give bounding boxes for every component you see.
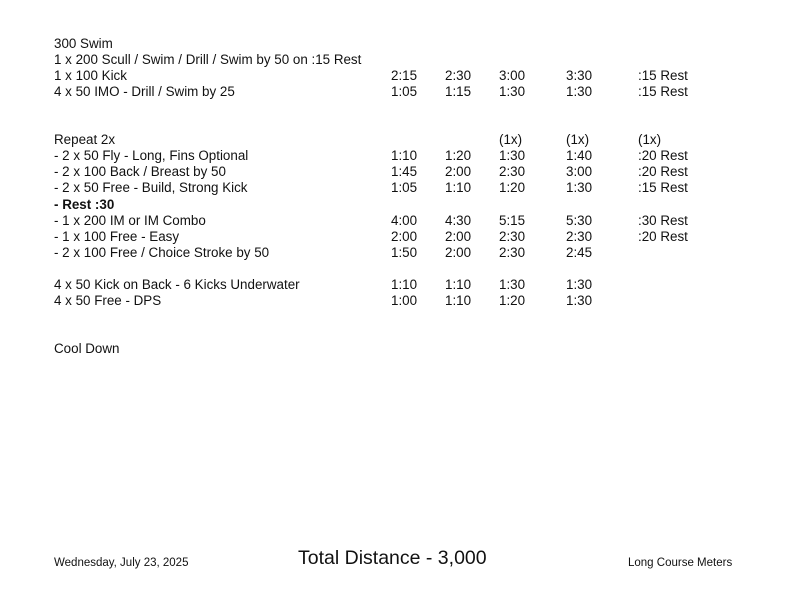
- workout-date: Wednesday, July 23, 2025: [54, 557, 189, 569]
- interval-1: 2:15: [391, 68, 418, 83]
- column-header-rest: (1x): [638, 132, 662, 147]
- workout-row: [54, 68, 754, 84]
- interval-2: 2:00: [445, 164, 472, 179]
- column-header-4: (1x): [566, 132, 590, 147]
- rest-value: :15 Rest: [638, 180, 688, 195]
- workout-row: [54, 52, 754, 68]
- interval-4: 3:00: [566, 164, 593, 179]
- row-description: - 2 x 100 Back / Breast by 50: [54, 164, 226, 179]
- main-set-title: Repeat 2x: [54, 132, 116, 147]
- interval-4: 2:45: [566, 245, 593, 260]
- interval-3: 2:30: [499, 164, 526, 179]
- row-description: 1 x 100 Kick: [54, 68, 127, 83]
- interval-2: 2:00: [445, 229, 472, 244]
- interval-3: 1:30: [499, 148, 526, 163]
- workout-row: [54, 245, 754, 261]
- column-header-3: (1x): [499, 132, 523, 147]
- interval-4: 3:30: [566, 68, 593, 83]
- interval-1: 1:00: [391, 293, 418, 308]
- rest-break-text: Rest :30: [62, 197, 115, 212]
- interval-1: 2:00: [391, 229, 418, 244]
- row-description: - 2 x 50 Free - Build, Strong Kick: [54, 180, 248, 195]
- row-description: - 2 x 50 Fly - Long, Fins Optional: [54, 148, 249, 163]
- interval-1: 4:00: [391, 213, 418, 228]
- interval-1: 1:45: [391, 164, 418, 179]
- interval-4: 1:30: [566, 180, 593, 195]
- interval-3: 1:20: [499, 293, 526, 308]
- rest-break-label: [54, 197, 114, 213]
- workout-row: [54, 148, 754, 164]
- interval-1: 1:10: [391, 148, 418, 163]
- rest-value: :15 Rest: [638, 84, 688, 99]
- interval-2: 2:00: [445, 245, 472, 260]
- cooldown-line: [54, 341, 754, 357]
- row-description: 1 x 200 Scull / Swim / Drill / Swim by 50 on :15 Rest: [54, 52, 362, 67]
- row-description: 4 x 50 Kick on Back - 6 Kicks Underwater: [54, 277, 300, 292]
- interval-3: 1:30: [499, 277, 526, 292]
- interval-3: 3:00: [499, 68, 526, 83]
- interval-4: 1:30: [566, 277, 593, 292]
- row-description: - 1 x 200 IM or IM Combo: [54, 213, 206, 228]
- interval-3: 2:30: [499, 245, 526, 260]
- rest-value: :15 Rest: [638, 68, 688, 83]
- interval-4: 1:40: [566, 148, 593, 163]
- interval-2: 1:10: [445, 277, 472, 292]
- main-set-header-line: [54, 132, 754, 148]
- interval-2: 2:30: [445, 68, 472, 83]
- rest-break-row: [54, 197, 754, 213]
- interval-1: 1:05: [391, 180, 418, 195]
- rest-value: :20 Rest: [638, 164, 688, 179]
- warmup-title: 300 Swim: [54, 36, 113, 51]
- interval-4: 5:30: [566, 213, 593, 228]
- row-description: - 2 x 100 Free / Choice Stroke by 50: [54, 245, 270, 260]
- interval-1: 1:50: [391, 245, 418, 260]
- row-description: 4 x 50 Free - DPS: [54, 293, 162, 308]
- cooldown-title: Cool Down: [54, 341, 120, 356]
- interval-3: 1:20: [499, 180, 526, 195]
- course-type: Long Course Meters: [628, 557, 733, 569]
- row-description: - 1 x 100 Free - Easy: [54, 229, 180, 244]
- workout-row: [54, 180, 754, 196]
- interval-4: 1:30: [566, 84, 593, 99]
- interval-3: 2:30: [499, 229, 526, 244]
- rest-value: :30 Rest: [638, 213, 688, 228]
- workout-row: [54, 277, 754, 293]
- interval-3: 1:30: [499, 84, 526, 99]
- workout-row: [54, 213, 754, 229]
- interval-2: 1:10: [445, 293, 472, 308]
- workout-row: [54, 229, 754, 245]
- warmup-title-line: [54, 36, 754, 52]
- interval-2: 4:30: [445, 213, 472, 228]
- interval-2: 1:10: [445, 180, 472, 195]
- interval-2: 1:15: [445, 84, 472, 99]
- interval-1: 1:05: [391, 84, 418, 99]
- rest-value: :20 Rest: [638, 148, 688, 163]
- interval-3: 5:15: [499, 213, 526, 228]
- workout-row: [54, 164, 754, 180]
- rest-value: :20 Rest: [638, 229, 688, 244]
- interval-4: 1:30: [566, 293, 593, 308]
- total-distance: Total Distance - 3,000: [298, 547, 487, 569]
- workout-row: [54, 293, 754, 309]
- row-description: 4 x 50 IMO - Drill / Swim by 25: [54, 84, 235, 99]
- interval-1: 1:10: [391, 277, 418, 292]
- interval-2: 1:20: [445, 148, 472, 163]
- interval-4: 2:30: [566, 229, 593, 244]
- rest-break-prefix: -: [54, 197, 63, 212]
- workout-row: [54, 84, 754, 100]
